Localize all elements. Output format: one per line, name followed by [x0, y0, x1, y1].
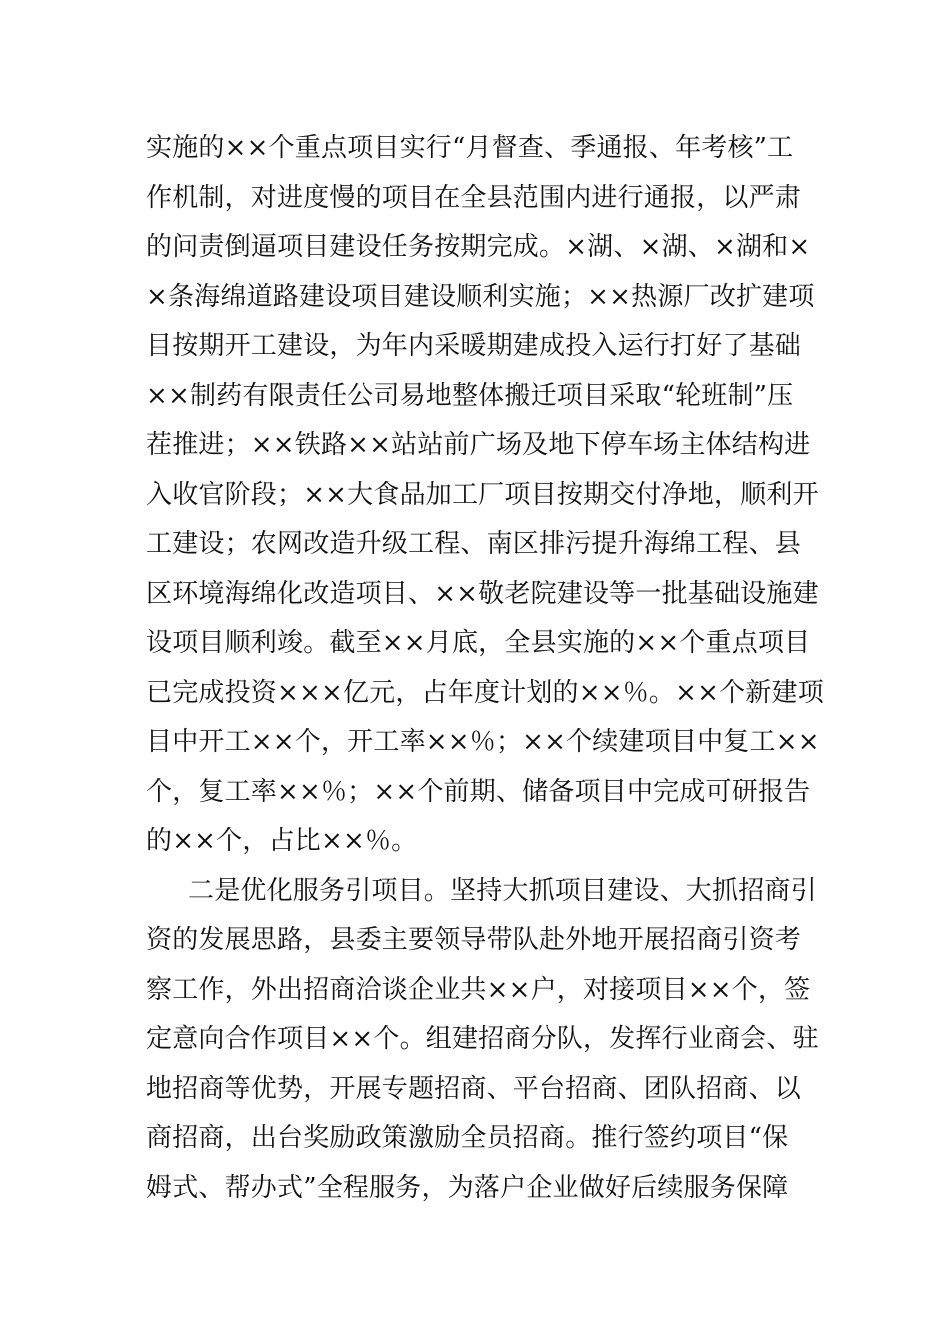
text-line: 定意向合作项目××个。组建招商分队，发挥行业商会、驻: [146, 1024, 819, 1054]
text-line: ×条海绵道路建设项目建设顺利实施；××热源厂改扩建项: [146, 281, 815, 312]
paragraph-start-line: 二是优化服务引项目。坚持大抓项目建设、大抓招商引: [188, 875, 817, 906]
text-line: 察工作，外出招商洽谈企业共××户，对接项目××个，签: [146, 974, 811, 1005]
text-line: 目按期开工建设，为年内采暖期建成投入运行打好了基础: [146, 331, 802, 361]
text-line: 作机制，对进度慢的项目在全县范围内进行通报，以严肃: [146, 182, 802, 213]
text-line: ××制药有限责任公司易地整体搬迁项目采取“轮班制”压: [146, 380, 794, 411]
text-line: 商招商，出台奖励政策激励全员招商。推行签约项目“保: [146, 1123, 789, 1153]
text-line: 入收官阶段；××大食品加工厂项目按期交付净地，顺利开: [146, 479, 819, 510]
text-line: 地招商等优势，开展专题招商、平台招商、团队招商、以: [146, 1073, 802, 1104]
text-line: 茬推进；××铁路××站站前广场及地下停车场主体结构进: [146, 430, 811, 460]
document-body: [146, 124, 824, 1213]
text-line: 的××个，占比××％。: [146, 826, 418, 856]
text-line: 已完成投资×××亿元，占年度计划的××％。××个新建项: [146, 677, 824, 708]
text-line: 工建设；农网改造升级工程、南区排污提升海绵工程、县: [146, 529, 802, 559]
text-line: 区环境海绵化改造项目、××敬老院建设等一批基础设施建: [146, 578, 819, 609]
text-line: 个，复工率××％；××个前期、储备项目中完成可研报告: [146, 776, 811, 807]
text-line: 目中开工××个，开工率××％；××个续建项目中复工××: [146, 727, 820, 757]
text-line: 的问责倒逼项目建设任务按期完成。×湖、×湖、×湖和×: [146, 232, 811, 262]
text-line: 姆式、帮办式”全程服务，为落户企业做好后续服务保障: [146, 1172, 789, 1203]
text-line: 实施的××个重点项目实行“月督查、季通报、年考核”工: [146, 133, 794, 163]
text-line: 资的发展思路，县委主要领导带队赴外地开展招商引资考: [146, 925, 802, 955]
text-line: 设项目顺利竣。截至××月底，全县实施的××个重点项目: [146, 628, 811, 658]
